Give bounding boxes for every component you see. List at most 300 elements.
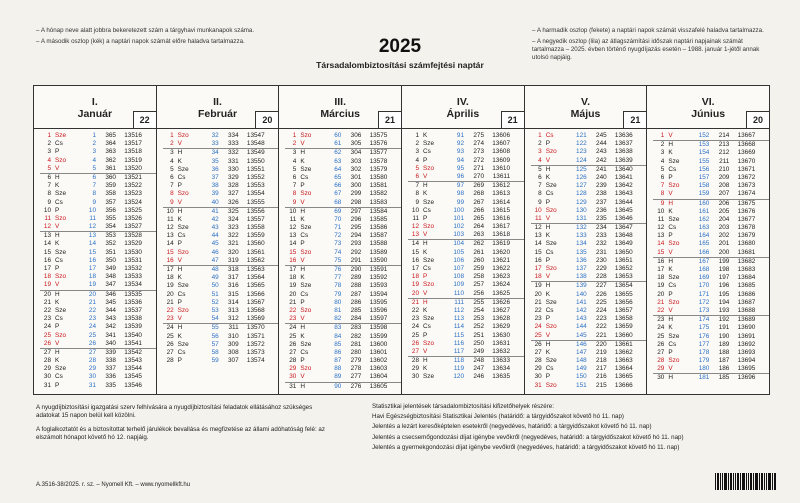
day-name: Szo <box>423 339 435 347</box>
day-name: K <box>300 274 305 282</box>
day-row <box>531 382 647 390</box>
day-number: 12 <box>657 224 665 232</box>
day-average: 13569 <box>246 315 265 323</box>
day-forward: 28 <box>88 357 96 365</box>
day-forward: 101 <box>453 214 465 222</box>
day-name: K <box>177 332 182 340</box>
day-forward: 116 <box>453 339 465 347</box>
day-name: H <box>300 324 305 332</box>
day-name: H <box>668 374 673 382</box>
day-forward: 83 <box>334 324 342 332</box>
day-average: 13525 <box>124 206 142 214</box>
day-average: 13540 <box>124 331 142 339</box>
day-number: 3 <box>415 148 420 156</box>
day-row <box>163 182 279 190</box>
day-forward: 70 <box>334 215 342 223</box>
day-row <box>408 215 524 223</box>
day-backward: 190 <box>718 332 730 340</box>
day-number: 8 <box>538 190 542 198</box>
day-number: 21 <box>411 298 420 306</box>
day-forward: 107 <box>453 265 465 272</box>
day-number: 8 <box>170 190 174 198</box>
day-forward: 147 <box>576 348 587 356</box>
day-number: 17 <box>534 265 542 272</box>
day-backward: 260 <box>473 256 485 264</box>
day-forward: 98 <box>456 190 465 198</box>
day-name: P <box>177 298 182 306</box>
day-forward: 56 <box>211 332 219 340</box>
day-row <box>531 257 647 265</box>
day-number: 24 <box>289 324 297 332</box>
day-average: 13627 <box>492 306 511 314</box>
day-backward: 205 <box>718 207 730 215</box>
day-average: 13590 <box>369 256 388 264</box>
day-number: 18 <box>411 273 420 281</box>
day-forward: 86 <box>334 348 342 356</box>
day-number: 30 <box>657 374 665 382</box>
day-row <box>285 333 401 341</box>
day-forward: 85 <box>334 340 342 348</box>
day-forward: 4 <box>92 156 96 164</box>
day-name: H <box>55 290 60 298</box>
day-backward: 334 <box>228 132 239 139</box>
day-name: Szo <box>668 298 680 306</box>
day-backward: 288 <box>350 282 362 290</box>
day-backward: 351 <box>105 248 116 256</box>
day-number: 4 <box>47 156 51 164</box>
day-backward: 189 <box>718 340 730 348</box>
day-row <box>408 281 524 289</box>
day-number: 31 <box>289 382 297 390</box>
day-name: Sze <box>55 306 67 314</box>
day-number: 21 <box>534 298 542 306</box>
day-backward: 286 <box>350 298 362 306</box>
day-name: Cs <box>300 348 309 356</box>
day-forward: 11 <box>89 214 96 222</box>
day-name: V <box>423 289 428 297</box>
barcode-icon <box>715 473 777 495</box>
day-row <box>40 190 156 198</box>
day-average: 13680 <box>737 240 756 248</box>
day-forward: 180 <box>698 365 710 373</box>
day-name: Sze <box>300 224 312 232</box>
day-name: H <box>423 298 428 306</box>
day-name: Sze <box>300 340 312 348</box>
day-number: 11 <box>289 215 297 223</box>
day-forward: 103 <box>453 231 465 239</box>
day-average: 13647 <box>614 224 633 232</box>
day-backward: 363 <box>105 148 116 156</box>
day-row <box>531 249 647 257</box>
day-average: 13563 <box>246 266 265 273</box>
day-forward: 32 <box>211 132 219 139</box>
day-backward: 254 <box>473 306 485 314</box>
day-name: K <box>177 274 182 282</box>
day-number: 12 <box>166 224 174 232</box>
day-name: Cs <box>55 373 63 381</box>
day-backward: 238 <box>596 190 607 198</box>
day-backward: 321 <box>228 240 239 248</box>
day-average: 13651 <box>614 256 633 264</box>
day-average: 13533 <box>124 273 142 281</box>
day-name: V <box>545 273 550 281</box>
day-backward: 342 <box>105 323 116 331</box>
day-forward: 95 <box>456 164 465 172</box>
day-number: 11 <box>657 215 665 223</box>
day-row <box>408 332 524 340</box>
day-average: 13539 <box>124 323 142 331</box>
day-average: 13614 <box>492 198 511 206</box>
day-forward: 115 <box>453 331 465 339</box>
day-backward: 232 <box>596 240 607 248</box>
day-forward: 164 <box>698 232 710 240</box>
day-forward: 13 <box>88 232 96 240</box>
day-row <box>285 158 401 166</box>
day-backward: 256 <box>473 289 485 297</box>
day-backward: 333 <box>228 140 239 148</box>
day-backward: 210 <box>718 165 730 173</box>
day-row <box>40 182 156 190</box>
day-backward: 304 <box>350 149 362 157</box>
day-name: K <box>55 240 60 248</box>
day-backward: 289 <box>350 274 362 282</box>
day-row <box>408 148 524 156</box>
day-forward: 65 <box>334 173 342 181</box>
day-average: 13604 <box>369 373 388 381</box>
day-backward: 280 <box>350 348 362 356</box>
day-name: P <box>668 348 673 356</box>
day-average: 13636 <box>614 132 633 139</box>
day-backward: 246 <box>473 373 485 381</box>
day-number: 10 <box>411 206 420 214</box>
day-row <box>531 132 647 140</box>
day-backward: 186 <box>718 365 730 373</box>
day-average: 13521 <box>124 173 142 181</box>
note-right-2: – A negyedik oszlop (lila) az átlagszámítási időszak naptári napjainak számát tartalmazza – 2025. évben történő nyugdíjazás esetén – 1988. január 1-jétől annak utolsó napjáig. <box>532 38 760 61</box>
day-forward: 37 <box>211 173 219 181</box>
day-average: 13534 <box>124 281 142 289</box>
day-average: 13562 <box>246 256 265 264</box>
day-backward: 211 <box>719 157 730 165</box>
day-backward: 264 <box>473 223 485 231</box>
month-column <box>402 86 525 394</box>
day-forward: 92 <box>456 140 465 148</box>
day-forward: 58 <box>211 348 219 356</box>
day-forward: 157 <box>698 173 710 181</box>
day-number: 25 <box>166 332 174 340</box>
day-average: 13616 <box>492 214 511 222</box>
day-number: 27 <box>166 348 174 356</box>
day-name: P <box>545 315 550 323</box>
day-forward: 81 <box>334 306 342 314</box>
day-average: 13553 <box>246 182 265 190</box>
day-average: 13640 <box>614 165 633 173</box>
day-row <box>163 249 279 257</box>
note-left-2: – A második oszlop (kék) a naptári napok számát előre haladva tartalmazza. <box>36 38 245 45</box>
day-name: K <box>545 290 550 298</box>
day-backward: 244 <box>596 140 607 148</box>
day-forward: 16 <box>88 256 96 264</box>
day-backward: 312 <box>228 315 239 323</box>
day-average: 13671 <box>737 165 756 173</box>
day-row <box>408 199 524 207</box>
month-label: Február <box>197 108 238 120</box>
day-average: 13556 <box>246 207 265 215</box>
day-backward: 204 <box>718 215 730 223</box>
day-name: Sze <box>423 140 435 148</box>
day-backward: 235 <box>596 214 607 222</box>
day-average: 13579 <box>369 165 388 173</box>
day-average: 13576 <box>369 140 388 148</box>
day-row <box>40 165 156 173</box>
day-average: 13552 <box>246 173 265 181</box>
day-number: 13 <box>534 232 542 240</box>
day-row <box>408 356 524 365</box>
day-list <box>34 129 156 390</box>
day-forward: 93 <box>456 148 465 156</box>
day-forward: 29 <box>88 365 96 373</box>
day-forward: 167 <box>698 257 710 265</box>
day-backward: 194 <box>718 298 730 306</box>
day-number: 17 <box>43 265 51 272</box>
day-number: 20 <box>534 290 542 298</box>
day-name: Cs <box>668 282 677 290</box>
day-number: 24 <box>166 324 174 332</box>
day-average: 13602 <box>369 357 388 365</box>
day-name: Szo <box>300 306 312 314</box>
day-average: 13565 <box>246 282 265 290</box>
day-forward: 26 <box>88 339 96 347</box>
day-backward: 283 <box>350 324 362 332</box>
day-forward: 97 <box>456 182 465 190</box>
day-backward: 346 <box>105 290 116 298</box>
day-forward: 112 <box>453 306 465 314</box>
day-name: Szo <box>300 132 312 139</box>
day-name: Sze <box>545 357 557 365</box>
day-row <box>653 240 769 248</box>
day-backward: 344 <box>105 306 116 314</box>
day-name: Sze <box>300 165 312 173</box>
month-label: Május <box>570 108 601 120</box>
day-row <box>163 323 279 332</box>
day-forward: 12 <box>88 223 96 231</box>
day-average: 13666 <box>614 381 633 389</box>
day-backward: 224 <box>596 306 607 314</box>
day-name: Szo <box>545 381 557 389</box>
day-row <box>40 207 156 215</box>
day-row <box>285 274 401 282</box>
day-number: 26 <box>166 340 174 348</box>
day-name: Sze <box>177 165 189 173</box>
day-number: 5 <box>170 165 174 173</box>
day-name: P <box>668 290 673 298</box>
day-row <box>40 140 156 148</box>
day-backward: 245 <box>596 132 607 139</box>
day-backward: 227 <box>596 282 607 290</box>
day-forward: 168 <box>698 266 710 273</box>
day-average: 13645 <box>614 206 633 214</box>
day-average: 13548 <box>246 140 265 148</box>
day-row <box>40 290 156 299</box>
day-name: H <box>55 232 60 240</box>
note-right <box>532 27 772 62</box>
day-name: H <box>423 182 428 190</box>
day-number: 23 <box>166 315 174 323</box>
day-row <box>163 216 279 224</box>
day-number: 30 <box>411 373 420 381</box>
day-backward: 348 <box>105 273 116 281</box>
day-backward: 202 <box>718 232 730 240</box>
day-average: 13633 <box>492 357 511 365</box>
day-backward: 290 <box>350 266 362 273</box>
day-name: Cs <box>668 224 677 232</box>
month-label: Április <box>446 108 480 120</box>
day-backward: 242 <box>596 156 607 164</box>
day-backward: 208 <box>718 182 730 190</box>
day-average: 13550 <box>246 157 265 165</box>
day-backward: 319 <box>228 256 239 264</box>
day-row <box>408 340 524 348</box>
day-average: 13589 <box>369 248 388 256</box>
month-header <box>402 86 524 129</box>
day-backward: 247 <box>473 365 485 373</box>
day-name: K <box>423 306 428 314</box>
month-column <box>647 86 769 394</box>
day-name: V <box>668 365 673 373</box>
day-number: 25 <box>534 331 542 339</box>
day-forward: 151 <box>576 381 587 389</box>
day-average: 13584 <box>369 207 388 215</box>
day-number: 22 <box>411 306 420 314</box>
day-row <box>653 282 769 290</box>
day-average: 13541 <box>124 339 142 347</box>
day-backward: 192 <box>718 316 730 324</box>
day-name: Szo <box>55 214 67 222</box>
day-row <box>408 239 524 248</box>
day-average: 13598 <box>369 324 388 332</box>
day-forward: 100 <box>453 206 465 214</box>
day-backward: 284 <box>350 315 362 323</box>
day-name: Cs <box>545 190 554 198</box>
day-number: 18 <box>534 273 542 281</box>
day-forward: 130 <box>576 206 587 214</box>
day-number: 28 <box>166 357 174 365</box>
day-name: K <box>668 149 673 157</box>
day-row <box>163 357 279 365</box>
day-number: 4 <box>415 156 420 164</box>
day-number: 1 <box>292 132 297 139</box>
day-row <box>285 299 401 307</box>
day-row <box>285 166 401 174</box>
day-forward: 134 <box>576 240 587 248</box>
day-name: K <box>300 157 305 165</box>
day-average: 13599 <box>369 332 388 340</box>
day-row <box>40 249 156 257</box>
day-backward: 268 <box>473 190 485 198</box>
day-number: 3 <box>538 148 542 156</box>
day-backward: 234 <box>596 224 607 232</box>
left-note-2: A foglalkoztatót és a biztosítottat terhelő járulékok bevallása és megfizetése az állami adóhatóság felé: az elszámolt hónapot követő hó 12. napjáig. <box>36 426 325 441</box>
day-backward: 281 <box>350 340 362 348</box>
day-number: 23 <box>289 315 297 323</box>
day-row <box>40 257 156 265</box>
day-forward: 82 <box>334 315 342 323</box>
day-backward: 237 <box>596 198 607 206</box>
day-row <box>40 373 156 381</box>
day-row <box>531 281 647 290</box>
day-number: 9 <box>415 198 420 206</box>
day-name: Sze <box>423 198 435 206</box>
day-row <box>163 274 279 282</box>
month-label: Június <box>691 108 726 120</box>
day-row <box>531 223 647 232</box>
day-row <box>163 207 279 216</box>
day-number: 28 <box>289 357 297 365</box>
month-number: V. <box>581 96 590 108</box>
day-average: 13648 <box>614 232 633 240</box>
day-name: Szo <box>55 273 67 281</box>
day-backward: 215 <box>596 381 607 389</box>
day-row <box>653 182 769 190</box>
day-average: 13646 <box>614 214 633 222</box>
day-average: 13687 <box>737 298 756 306</box>
day-forward: 150 <box>576 373 587 381</box>
day-name: K <box>55 357 60 365</box>
day-backward: 185 <box>718 374 730 382</box>
day-forward: 88 <box>334 365 342 373</box>
day-name: K <box>668 324 673 332</box>
day-number: 17 <box>411 265 420 272</box>
day-forward: 133 <box>576 232 587 240</box>
day-average: 13587 <box>369 232 388 240</box>
day-name: V <box>545 331 550 339</box>
day-backward: 356 <box>105 206 116 214</box>
day-backward: 318 <box>228 266 239 273</box>
day-forward: 113 <box>453 315 465 323</box>
day-number: 29 <box>289 365 297 373</box>
day-average: 13535 <box>124 290 142 298</box>
day-average: 13690 <box>737 324 756 332</box>
day-number: 17 <box>657 266 665 273</box>
day-average: 13594 <box>369 290 388 298</box>
day-number: 24 <box>411 323 420 331</box>
day-backward: 353 <box>105 232 116 240</box>
day-average: 13538 <box>124 315 142 323</box>
day-forward: 160 <box>698 199 710 207</box>
day-row <box>40 231 156 240</box>
day-backward: 287 <box>350 290 362 298</box>
day-name: V <box>177 256 182 264</box>
day-name: P <box>300 182 305 190</box>
day-number: 7 <box>47 182 51 190</box>
day-backward: 233 <box>596 232 607 240</box>
day-average: 13657 <box>614 306 633 314</box>
day-name: Szo <box>177 190 189 198</box>
day-forward: 173 <box>698 306 710 314</box>
day-forward: 142 <box>576 306 587 314</box>
day-row <box>163 199 279 207</box>
day-average: 13517 <box>124 140 142 148</box>
day-average: 13581 <box>369 182 388 190</box>
day-number: 1 <box>170 132 174 139</box>
day-average: 13570 <box>246 324 265 332</box>
day-forward: 2 <box>92 140 96 148</box>
day-name: Szo <box>668 240 680 248</box>
day-row <box>653 208 769 216</box>
day-name: H <box>545 224 551 232</box>
day-backward: 239 <box>596 182 607 190</box>
day-average: 13564 <box>246 274 265 282</box>
